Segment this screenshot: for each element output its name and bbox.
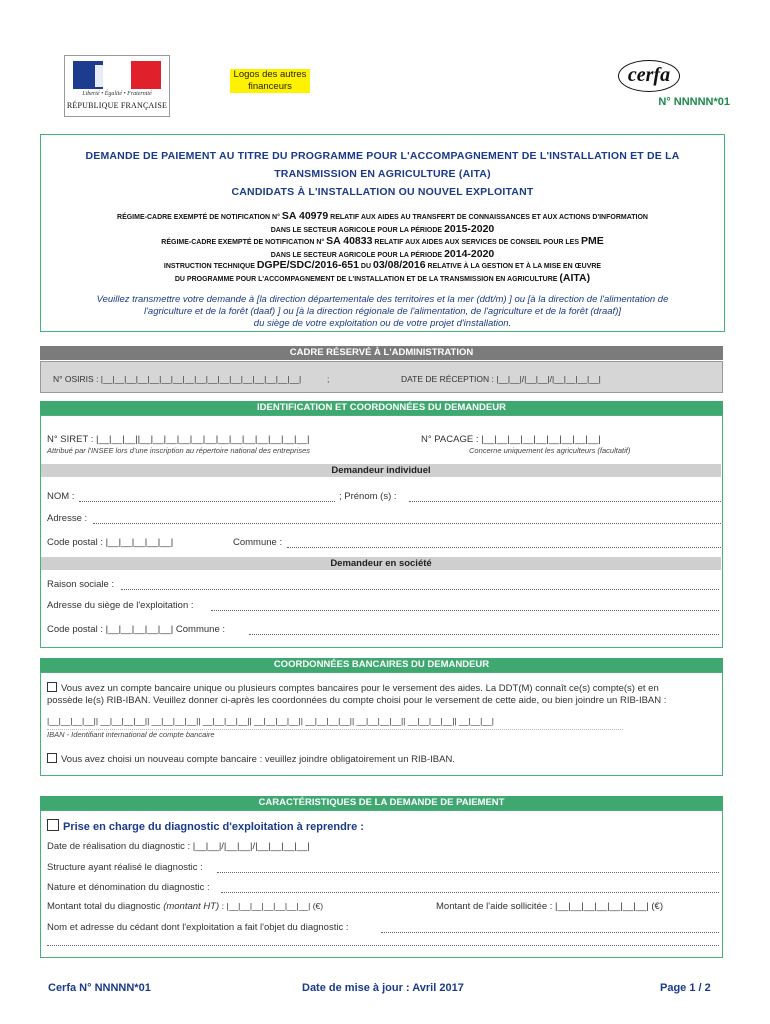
bank-box	[40, 672, 723, 776]
nom-label: NOM :	[47, 491, 75, 502]
code-postal-commune-field[interactable]: Code postal : |__|__|__|__|__| Commune :	[47, 624, 225, 635]
iban-note: IBAN - Identifiant international de compte bancaire	[47, 730, 215, 739]
cerfa-number: N° NNNNN*01	[658, 96, 730, 108]
bank-option-2: Vous avez choisi un nouveau compte bancaire : veuillez joindre obligatoirement un RIB-IBAN.	[47, 753, 455, 765]
new-account-checkbox[interactable]	[47, 753, 57, 763]
adresse-input[interactable]	[93, 514, 721, 524]
title-line-1: DEMANDE DE PAIEMENT AU TITRE DU PROGRAMME POUR L'ACCOMPAGNEMENT DE L'INSTALLATION ET DE LA	[85, 150, 680, 162]
commune-input[interactable]	[287, 538, 721, 548]
rf-name: RÉPUBLIQUE FRANÇAISE	[66, 101, 168, 110]
logos-line-1: Logos des autres	[233, 69, 307, 80]
instruction-technique: INSTRUCTION TECHNIQUE DGPE/SDC/2016-651 DU 03/08/2016 RELATIVE À LA GESTION ET À LA MISE EN ŒUVRE	[163, 259, 602, 271]
title-line-3: CANDIDATS À L'INSTALLATION OU NOUVEL EXPLOITANT	[231, 186, 534, 198]
notice-line-2: l'agriculture et de la forêt (daaf) ] ou [à la direction régionale de l'alimentation, de l'agriculture et de la forêt (draaf)]	[143, 306, 621, 317]
cerfa-logo: cerfa	[618, 60, 680, 92]
admin-box	[40, 361, 723, 393]
structure-label: Structure ayant réalisé le diagnostic :	[47, 862, 203, 873]
prise-en-charge-checkbox[interactable]	[47, 819, 59, 831]
commune-label: Commune :	[233, 537, 283, 548]
footer-cerfa-number: Cerfa N° NNNNN*01	[48, 982, 151, 994]
cedant-label: Nom et adresse du cédant dont l'exploitation a fait l'objet du diagnostic :	[47, 922, 349, 933]
instruction-programme: DU PROGRAMME POUR L'ACCOMPAGNEMENT DE L'INSTALLATION ET DE LA TRANSMISSION EN AGRICULTURE (AITA)	[174, 272, 591, 284]
nature-label: Nature et dénomination du diagnostic :	[47, 882, 210, 893]
raison-sociale-label: Raison sociale :	[47, 579, 115, 590]
logos-line-2: financeurs	[248, 81, 292, 92]
iban-field[interactable]: |__|__|__|__|| __|__|__|__|| __|__|__|__|| __|__|__|__|| __|__|__|__|| __|__|__|__|| __|__|__|__|| __|__|__|__|| __|__|__|	[47, 716, 494, 726]
structure-input[interactable]	[217, 863, 719, 873]
characteristics-box	[40, 810, 723, 958]
regime-1-period: DANS LE SECTEUR AGRICOLE POUR LA PÉRIODE 2015-2020	[270, 223, 495, 235]
notice-line-1: Veuillez transmettre votre demande à [la direction départementale des territoires et la mer (ddt/m) ] ou [à la direction de l'alimentation de	[96, 294, 669, 305]
code-postal-field[interactable]: Code postal : |__|__|__|__|__|	[47, 537, 174, 548]
siret-note: Attribué par l'INSEE lors d'une inscription au répertoire national des entreprises	[47, 446, 311, 455]
regime-2-period: DANS LE SECTEUR AGRICOLE POUR LA PÉRIODE 2014-2020	[270, 248, 495, 260]
prenom-label: ; Prénom (s) :	[339, 491, 397, 502]
montant-aide-field[interactable]: Montant de l'aide sollicitée : |__|__|__|__|__|__|__| (€)	[436, 901, 664, 912]
osiris-field[interactable]: N° OSIRIS : |__|__|__|__|__|__|__|__|__|__|__|__|__|__|__|__|__|	[53, 374, 302, 384]
nature-input[interactable]	[221, 883, 719, 893]
raison-sociale-input[interactable]	[121, 580, 719, 590]
company-subheader: Demandeur en société	[41, 557, 721, 570]
footer-page-number: Page 1 / 2	[660, 982, 711, 994]
regime-2: RÉGIME-CADRE EXEMPTÉ DE NOTIFICATION N° SA 40833 RELATIF AUX AIDES AUX SERVICES DE CONSEIL POUR LES PME	[161, 235, 604, 247]
pacage-field[interactable]: N° PACAGE : |__|__|__|__|__|__|__|__|__|	[421, 434, 601, 445]
bank-section-header: COORDONNÉES BANCAIRES DU DEMANDEUR	[40, 658, 723, 672]
iban-underline	[47, 720, 623, 730]
prenom-input[interactable]	[409, 492, 721, 502]
separator: ;	[327, 374, 330, 384]
marianne-flag-icon	[73, 61, 161, 89]
bank-option-1: Vous avez un compte bancaire unique ou plusieurs comptes bancaires pour le versement des aides. La DDT(M) connaît ce(s) compte(s) et en	[47, 682, 659, 694]
montant-total-field[interactable]: Montant total du diagnostic (montant HT) : |__|__|__|__|__|__|__| (€)	[47, 901, 324, 912]
identification-box	[40, 415, 723, 648]
identification-section-header: IDENTIFICATION ET COORDONNÉES DU DEMANDEUR	[40, 401, 723, 415]
diagnostic-date-field[interactable]: Date de réalisation du diagnostic : |__|__|/|__|__|/|__|__|__|__|	[47, 841, 310, 852]
cedant-input-line-2[interactable]	[47, 936, 719, 946]
individual-subheader: Demandeur individuel	[41, 464, 721, 477]
pacage-note: Concerne uniquement les agriculteurs (facultatif)	[469, 446, 631, 455]
adresse-label: Adresse :	[47, 513, 88, 524]
title-line-2: TRANSMISSION EN AGRICULTURE (AITA)	[274, 168, 491, 180]
prise-en-charge: Prise en charge du diagnostic d'exploitation à reprendre :	[47, 819, 364, 833]
title-box	[40, 134, 725, 332]
nom-input[interactable]	[79, 492, 335, 502]
siege-label: Adresse du siège de l'exploitation :	[47, 600, 194, 611]
siret-field[interactable]: N° SIRET : |__|__|__||__|__|__|__|__|__|__|__|__|__|__|__|__|	[47, 434, 310, 445]
siege-input[interactable]	[211, 601, 719, 611]
notice-line-3: du siège de votre exploitation ou de votre projet d'installation.	[253, 318, 512, 329]
characteristics-section-header: CARACTÉRISTIQUES DE LA DEMANDE DE PAIEMENT	[40, 796, 723, 810]
rf-motto: Liberté • Égalité • Fraternité	[82, 91, 152, 97]
reception-date-field[interactable]: DATE DE RÉCEPTION : |__|__|/|__|__|/|__|__|__|__|	[401, 374, 601, 384]
republique-francaise-logo	[64, 55, 170, 117]
other-funders-logo-placeholder	[230, 69, 310, 93]
regime-1: RÉGIME-CADRE EXEMPTÉ DE NOTIFICATION N° SA 40979 RELATIF AUX AIDES AU TRANSFERT DE CONNAISSANCES ET AUX ACTIONS D'INFORMATION	[117, 210, 648, 222]
footer-update-date: Date de mise à jour : Avril 2017	[302, 982, 464, 994]
admin-section-header: CADRE RÉSERVÉ À L'ADMINISTRATION	[40, 346, 723, 360]
cedant-input[interactable]	[381, 923, 719, 933]
commune-societe-input[interactable]	[249, 625, 719, 635]
unique-account-checkbox[interactable]	[47, 682, 57, 692]
bank-option-1-line-2: possède le(s) RIB-IBAN. Veuillez donner ci-après les coordonnées du compte choisi pour le versement de cette aide, ou bien joindre un RIB-IBAN :	[47, 695, 667, 706]
